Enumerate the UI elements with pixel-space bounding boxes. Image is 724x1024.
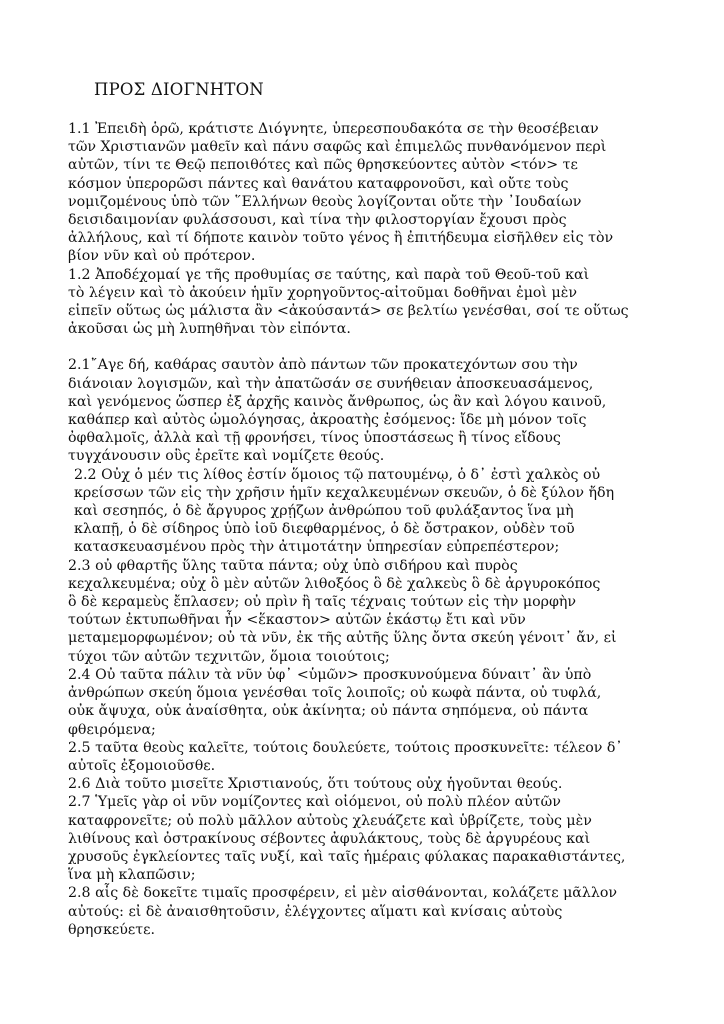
- text-line: φθειρόμενα;: [68, 721, 156, 738]
- text-line: λιθίνους καὶ ὀστρακίνους σέβοντες ἀφυλάκτους, τοὺς δὲ ἀργυρέους καὶ: [68, 830, 591, 847]
- text-line: καταφρονεῖτε; οὐ πολὺ μᾶλλον αὐτοὺς χλευάζετε καὶ ὑβρίζετε, τοὺς μὲν: [68, 812, 592, 829]
- text-line: χρυσοῦς ἐγκλείοντες ταῖς νυξί, καὶ ταῖς ἡμέραις φύλακας παρακαθιστάντες,: [68, 848, 626, 865]
- text-line: βίον νῦν καὶ οὐ πρότερον.: [68, 248, 256, 265]
- text-line: τούτων ἐκτυπωθῆναι ἦν <ἕκαστον> αὐτῶν ἑκάστῳ ἔτι καὶ νῦν: [68, 612, 526, 629]
- text-line: ἵνα μὴ κλαπῶσιν;: [68, 867, 196, 884]
- text-line: 2.1῎Αγε δή, καθάρας σαυτὸν ἀπὸ πάντων τῶν προκατεχόντων σου τὴν: [68, 357, 578, 374]
- text-line: διάνοιαν λογισμῶν, καὶ τὴν ἀπατῶσάν σε συνήθειαν ἀποσκευασάμενος,: [68, 375, 594, 392]
- text-line: 2.4 Οὐ ταῦτα πάλιν τὰ νῦν ὑφ᾿ <ὑμῶν> προσκυνούμενα δύναιτ᾿ ἂν ὑπὸ: [68, 666, 592, 683]
- text-line: 2.8 αἷς δὲ δοκεῖτε τιμαῖς προσφέρειν, εἰ μὲν αἰσθάνονται, κολάζετε μᾶλλον: [68, 885, 618, 902]
- text-line: ὀφθαλμοῖς, ἀλλὰ καὶ τῇ φρονήσει, τίνος ὑποστάσεως ἢ τίνος εἴδους: [68, 430, 561, 447]
- text-line: 1.2 Ἀποδέχομαί γε τῆς προθυμίας σε ταύτης, καὶ παρὰ τοῦ Θεοῦ-τοῦ καὶ: [68, 266, 590, 283]
- text-line: καὶ σεσηπός, ὁ δὲ ἄργυρος χρῄζων ἀνθρώπου τοῦ φυλάξαντος ἵνα μὴ: [74, 503, 574, 520]
- text-line: τῶν Χριστιανῶν μαθεῖν καὶ πάνυ σαφῶς καὶ ἐπιμελῶς πυνθανόμενον περὶ: [68, 139, 607, 156]
- paragraph-2-7: [68, 793, 668, 884]
- text-line: αὐτοῖς ἐξομοιοῦσθε.: [68, 757, 216, 774]
- text-line: τύχοι τῶν αὐτῶν τεχνιτῶν, ὅμοια τοιούτοις;: [68, 648, 390, 665]
- text-line: 1.1 Ἐπειδὴ ὁρῶ, κράτιστε Διόγνητε, ὑπερεσπουδακότα σε τὴν θεοσέβειαν: [68, 121, 599, 137]
- text-line: νομιζομένους ὑπὸ τῶν ῞Ελλήνων θεοὺς λογίζονται οὔτε τὴν ᾿Ιουδαίων: [68, 193, 582, 210]
- paragraph-2-3: [68, 557, 668, 666]
- text-line: κόσμον ὑπερορῶσι πάντες καὶ θανάτου καταφρονοῦσι, καὶ οὔτε τοὺς: [68, 175, 569, 192]
- text-line: καθάπερ καὶ αὐτὸς ὡμολόγησας, ἀκροατὴς ἐσόμενος: ἴδε μὴ μόνον τοῖς: [68, 412, 587, 429]
- paragraph-2-8: [68, 884, 668, 939]
- document-title: ΠΡΟΣ ΔΙΟΓΝΗΤΟΝ: [94, 80, 264, 99]
- text-line: οὐκ ἄψυχα, οὐκ ἀναίσθητα, οὐκ ἀκίνητα; οὐ πάντα σηπόμενα, οὐ πάντα: [68, 703, 589, 720]
- text-line: θρησκεύετε.: [68, 921, 155, 938]
- text-line: κεχαλκευμένα; οὐχ ὃ μὲν αὐτῶν λιθοξόος ὃ δὲ χαλκεὺς ὃ δὲ ἀργυροκόπος: [68, 575, 601, 592]
- paragraph-1-2: [68, 266, 668, 339]
- text-line: μεταμεμορφωμένον; οὐ τὰ νῦν, ἐκ τῆς αὐτῆς ὕλης ὄντα σκεύη γένοιτ᾿ ἄν, εἰ: [68, 630, 617, 647]
- paragraph-2-6: [68, 775, 668, 793]
- paragraph-2-4: [68, 666, 668, 739]
- document-body: [68, 120, 668, 939]
- paragraph-2-2: [68, 466, 668, 557]
- text-line: ἀλλήλους, καὶ τί δήποτε καινὸν τοῦτο γένος ἢ ἐπιτήδευμα εἰσῆλθεν εἰς τὸν: [68, 230, 614, 247]
- text-line: αὐτούς: εἰ δὲ ἀναισθητοῦσιν, ἐλέγχοντες αἵματι καὶ κνίσαις αὐτοὺς: [68, 903, 563, 920]
- text-line: ὃ δὲ κεραμεὺς ἔπλασεν; οὐ πρὶν ἢ ταῖς τέχναις τούτων εἰς τὴν μορφὴν: [68, 594, 577, 611]
- text-line: 2.7 Ὑμεῖς γὰρ οἱ νῦν νομίζοντες καὶ οἰόμενοι, οὐ πολὺ πλέον αὐτῶν: [68, 794, 561, 811]
- text-line: εἰπεῖν οὕτως ὡς μάλιστα ἂν <ἀκούσαντά> σε βελτίω γενέσθαι, σοί τε οὕτως: [68, 303, 629, 320]
- text-line: κρείσσων τῶν εἰς τὴν χρῆσιν ἡμῖν κεχαλκευμένων σκευῶν, ὁ δὲ ξύλον ἤδη: [74, 484, 615, 501]
- text-line: δεισιδαιμονίαν φυλάσσουσι, καὶ τίνα τὴν φιλοστοργίαν ἔχουσι πρὸς: [68, 212, 567, 229]
- text-line: κλαπῇ, ὁ δὲ σίδηρος ὑπὸ ἰοῦ διεφθαρμένος, ὁ δὲ ὄστρακον, οὐδὲν τοῦ: [74, 521, 575, 538]
- text-line: 2.2 Οὐχ ὁ μέν τις λίθος ἐστίν ὅμοιος τῷ πατουμένῳ, ὁ δ᾿ ἐστὶ χαλκὸς οὐ: [74, 466, 601, 483]
- text-line: κατασκευασμένου πρὸς τὴν ἀτιμοτάτην ὑπηρεσίαν εὐπρεπέστερον;: [74, 539, 560, 556]
- paragraph-2-5: [68, 739, 668, 775]
- document-page: [68, 80, 668, 939]
- text-line: τὸ λέγειν καὶ τὸ ἀκούειν ἡμῖν χορηγοῦντος-αἰτοῦμαι δοθῆναι ἐμοὶ μὲν: [68, 284, 577, 301]
- text-line: καὶ γενόμενος ὥσπερ ἐξ ἀρχῆς καινὸς ἄνθρωπος, ὡς ἂν καὶ λόγου καινοῦ,: [68, 393, 607, 410]
- text-line: τυγχάνουσιν οὓς ἐρεῖτε καὶ νομίζετε θεούς.: [68, 448, 385, 465]
- text-line: 2.6 Διὰ τοῦτο μισεῖτε Χριστιανούς, ὅτι τούτους οὐχ ἡγοῦνται θεούς.: [68, 776, 563, 793]
- text-line: ἀκοῦσαι ὡς μὴ λυπηθῆναι τὸν εἰπόντα.: [68, 321, 351, 338]
- text-line: 2.5 ταῦτα θεοὺς καλεῖτε, τούτοις δουλεύετε, τούτοις προσκυνεῖτε: τέλεον δ᾿: [68, 739, 623, 756]
- text-line: 2.3 οὐ φθαρτῆς ὕλης ταῦτα πάντα; οὐχ ὑπὸ σιδήρου καὶ πυρὸς: [68, 557, 518, 574]
- paragraph-1-1: [68, 120, 668, 266]
- text-line: ἀνθρώπων σκεύη ὅμοια γενέσθαι τοῖς λοιποῖς; οὐ κωφὰ πάντα, οὐ τυφλά,: [68, 685, 602, 702]
- text-line: αὐτῶν, τίνι τε Θεῷ πεποιθότες καὶ πῶς θρησκεύοντες αὐτὸν <τόν> τε: [68, 157, 578, 174]
- paragraph-2-1: [68, 356, 668, 465]
